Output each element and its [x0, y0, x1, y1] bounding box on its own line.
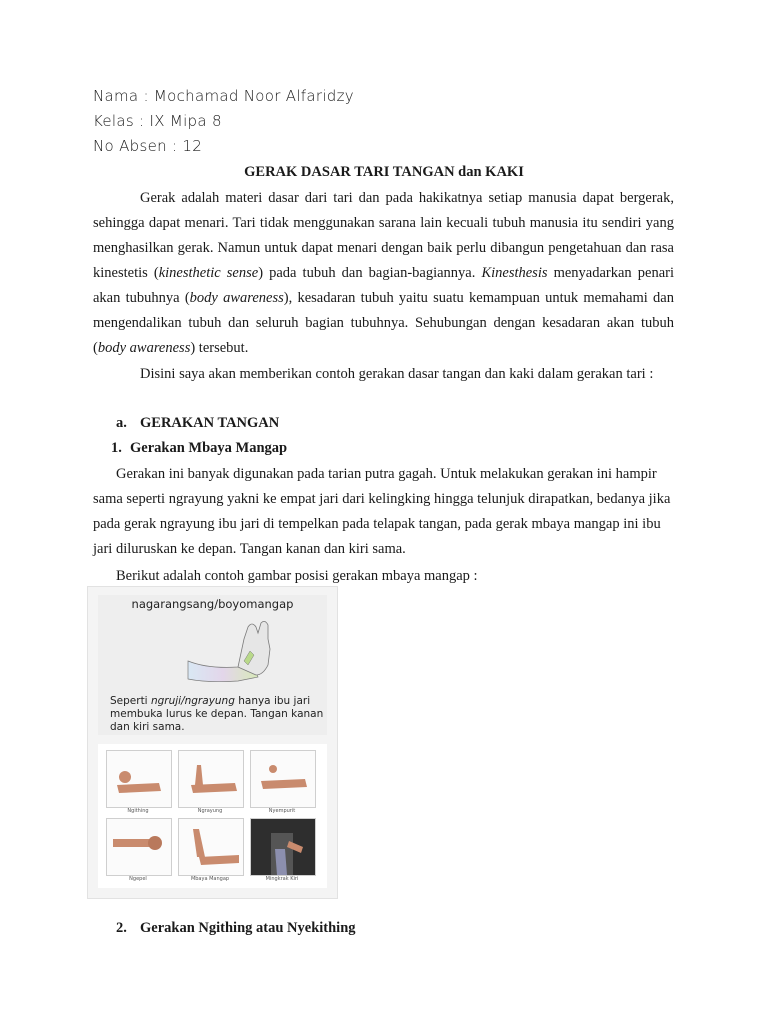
item-title: Gerakan Ngithing atau Nyekithing — [140, 920, 356, 936]
intro-paragraph-2: Disini saya akan memberikan contoh gerakan dasar tangan dan kaki dalam gerakan tari : — [140, 366, 654, 382]
intro-paragraph: Gerak adalah materi dasar dari tari dan pada hakikatnya setiap manusia dapat bergerak, sehingga dapat menari. Tari tidak menggunakan sarana lain kecuali tubuh manusia itu sendiri yang menghasilkan gerak. Namun untuk dapat menari dengan baik perlu dibangun pengetahuan dan rasa kinestetis (kinesthetic sense) pada tubuh dan bagian-bagiannya. Kinesthesis menyadarkan penari akan tubuhnya (body awareness), kesadaran tubuh yaitu suatu kemampuan untuk memahami dan mengendalikan tubuh dan seluruh bagian tubuhnya. Sehubungan dengan kesadaran akan tubuh (body awareness) tersebut. — [93, 190, 674, 356]
section-title: GERAKAN TANGAN — [140, 415, 280, 431]
pose-label: Ngithing — [127, 808, 149, 814]
student-name: Nama : Mochamad Noor Alfaridzy — [93, 87, 354, 105]
pose-photo-nyempurit — [250, 750, 316, 808]
section-marker: a. — [116, 415, 127, 431]
pose-label: Mbaya Mangap — [190, 876, 230, 882]
student-absen: No Absen : 12 — [93, 137, 203, 155]
item-number: 1. — [111, 440, 122, 456]
pose-photo-ngrayung — [178, 750, 244, 808]
pose-label: Nyempurit — [268, 808, 296, 814]
figure-top-panel — [98, 595, 327, 735]
document-title: GERAK DASAR TARI TANGAN dan KAKI — [244, 164, 524, 180]
pose-photo-mingkrak-kiri — [250, 818, 316, 876]
pose-photo-ngithing — [106, 750, 172, 808]
item-number: 2. — [116, 920, 127, 936]
item-body: Gerakan ini banyak digunakan pada tarian putra gagah. Untuk melakukan gerakan ini hampir sama seperti ngrayung yakni ke empat jari dari kelingking hingga telunjuk dirapatkan, bedanya jika pada gerak ngrayung ibu jari di tempelkan pada telapak tangan, pada gerak mbaya mangap ini ibu jari diluruskan ke depan. Tangan kanan dan kiri sama. — [93, 466, 671, 557]
item-title: Gerakan Mbaya Mangap — [130, 440, 288, 456]
hand-illustration — [98, 609, 327, 704]
hand-poses-grid — [98, 744, 327, 888]
figure-caption: nagarangsang/boyomangap — [131, 597, 294, 611]
pose-label: Ngrayung — [197, 808, 223, 814]
figure-description: Seperti ngruji/ngrayung hanya ibu jari membuka lurus ke depan. Tangan kanan dan kiri sama. — [110, 695, 324, 733]
pose-photo-ngepel — [106, 818, 172, 876]
figure-image — [87, 586, 338, 899]
pose-label: Ngepel — [129, 876, 147, 882]
pose-photo-mbaya-mangap — [178, 818, 244, 876]
pose-label: Mingkrak Kiri — [265, 876, 299, 882]
student-class: Kelas : IX Mipa 8 — [93, 112, 222, 130]
item-example: Berikut adalah contoh gambar posisi gerakan mbaya mangap : — [116, 568, 478, 584]
